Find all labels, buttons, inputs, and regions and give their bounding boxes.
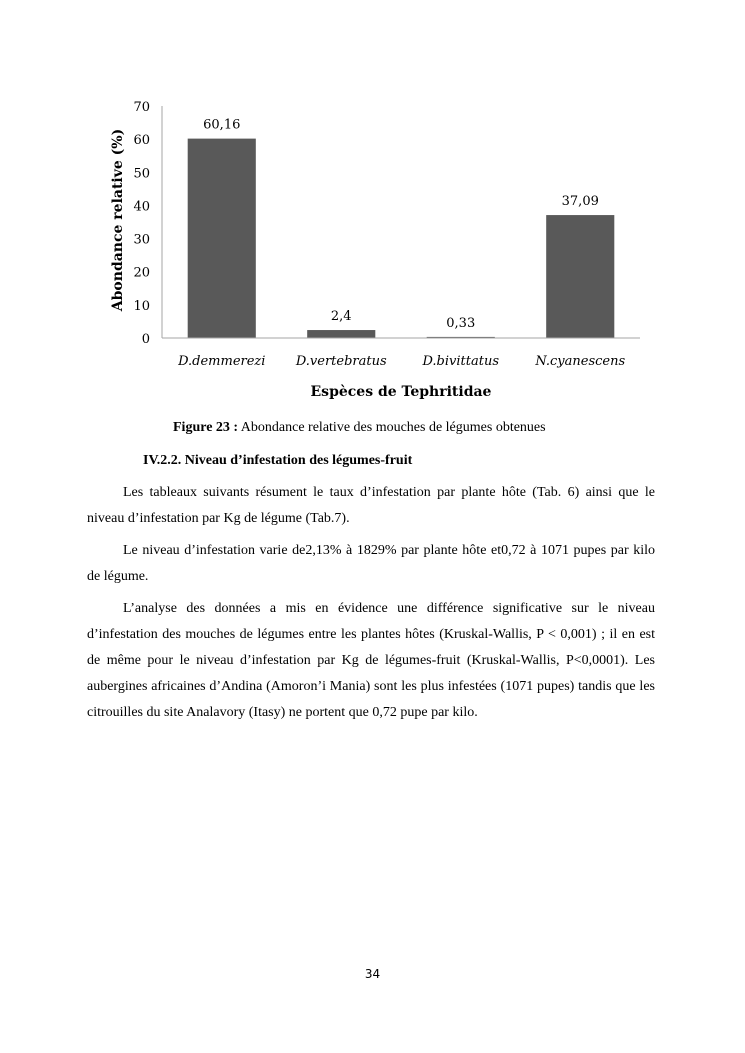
x-axis-title: Espèces de Tephritidae	[310, 384, 492, 400]
data-label: 0,33	[446, 315, 476, 331]
data-labels	[203, 118, 599, 331]
bar	[546, 215, 614, 338]
y-tick-label: 10	[133, 298, 150, 314]
x-tick-label: D.vertebratus	[295, 354, 387, 369]
y-tick-label: 60	[133, 133, 150, 149]
section-heading: IV.2.2. Niveau d’infestation des légumes-fruit	[143, 453, 413, 468]
data-label: 2,4	[330, 309, 352, 325]
figure-label: Figure 23 :	[173, 420, 239, 435]
bar	[188, 139, 256, 338]
paragraph-1: Les tableaux suivants résument le taux d’infestation par plante hôte (Tab. 6) ainsi que le niveau d’infestation par Kg de légume (Tab.7).	[87, 485, 655, 526]
x-tick-label: D.bivittatus	[422, 354, 500, 369]
bar	[307, 330, 375, 338]
bars	[188, 139, 615, 338]
figure-caption	[173, 420, 546, 436]
paragraph-2: Le niveau d’infestation varie de2,13% à 1829% par plante hôte et0,72 à 1071 pupes par kilo de légume.	[87, 543, 655, 584]
paragraph-3: L’analyse des données a mis en évidence une différence significative sur le niveau d’infestation des mouches de légumes entre les plantes hôtes (Kruskal-Wallis, P < 0,001) ; il en est de même pour le niveau d’infestation par Kg de légumes-fruit (Kruskal-Wallis, P<0,0001). Les aubergines africaines d’Andina (Amoron’i Mania) sont les plus infestées (1071 pupes) tandis que les citrouilles du site Analavory (Itasy) ne portent que 0,72 pupe par kilo.	[87, 601, 655, 720]
y-tick-label: 50	[133, 166, 150, 182]
y-tick-label: 30	[133, 232, 150, 248]
x-tick-label: D.demmerezi	[178, 354, 266, 369]
data-label: 60,16	[203, 117, 241, 133]
y-tick-label: 40	[133, 199, 150, 215]
y-axis-title: Abondance relative (%)	[110, 128, 126, 312]
figure-caption-text: Abondance relative des mouches de légumes obtenues	[238, 420, 546, 435]
bar-chart	[100, 92, 660, 407]
x-tick-label: N.cyanescens	[535, 354, 626, 369]
y-tick-label: 0	[141, 332, 150, 347]
data-label: 37,09	[561, 194, 599, 210]
x-axis-ticks	[177, 354, 625, 369]
y-tick-label: 20	[133, 265, 150, 281]
page-number: 34	[364, 967, 381, 981]
y-tick-label: 70	[133, 100, 150, 115]
y-axis-ticks	[133, 100, 150, 347]
